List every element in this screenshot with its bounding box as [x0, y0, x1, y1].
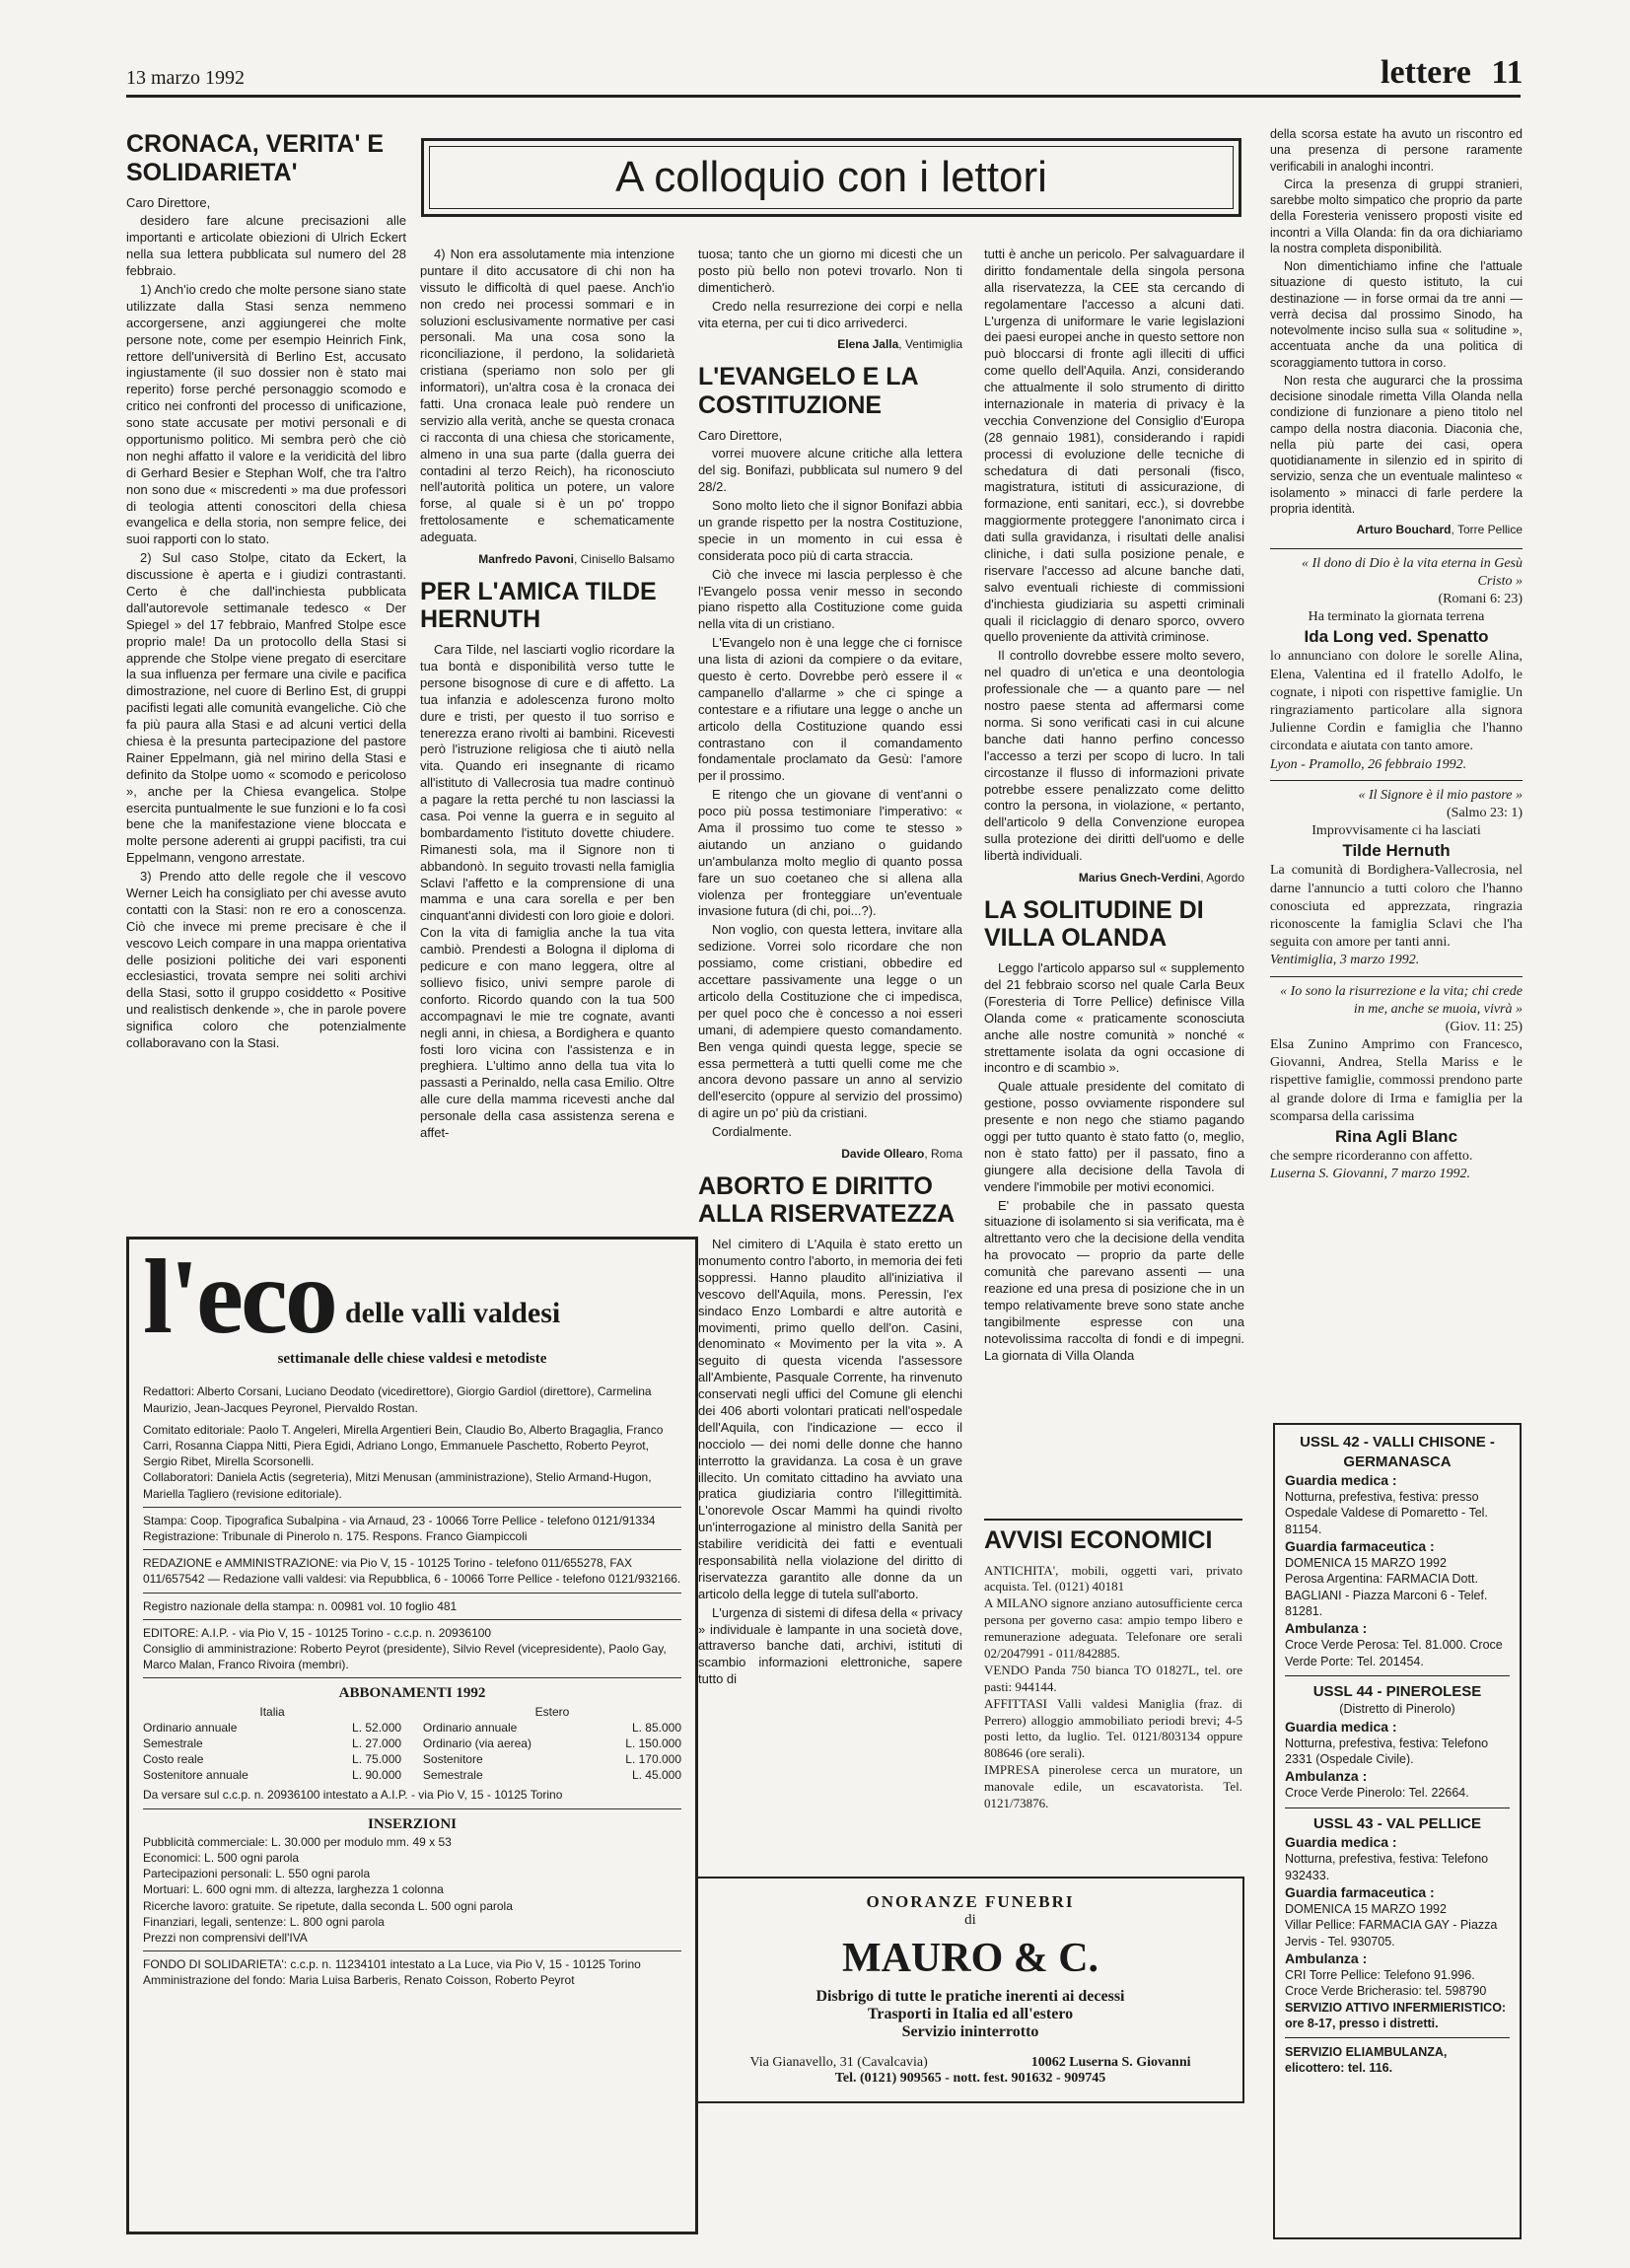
- signature-name: Elena Jalla: [837, 337, 899, 352]
- subscriptions-title: ABBONAMENTI 1992: [338, 1685, 486, 1702]
- classified-ad: AFFITTASI Valli valdesi Maniglia (fraz. di Perrero) alloggio ammobiliato periodi brevi; 4-5 posti letto, da luglio. Tel. 0121/803134 oppure 808646 (ore serali).: [984, 1695, 1242, 1761]
- price-label: Semestrale: [143, 1736, 203, 1750]
- ad-rate: Finanziari, legali, sentenze: L. 800 ogni parola: [143, 1914, 385, 1929]
- notice-name: Tilde Hernuth: [1342, 841, 1451, 861]
- paragraph: E ritengo che un giovane di vent'anni o poco più possa testimoniare l'imperativo: « Ama il prossimo tuo come te stesso » aiutando un anziano o guidando un'ambulanza molto meglio di quanto possa fare un suo coetaneo che si allena alla violenza per fronteggiare un'eventuale invasione futura (di chi, poi...?).: [698, 787, 962, 919]
- section-header: [1381, 54, 1523, 92]
- notice-ref: (Salmo 23: 1): [1447, 805, 1523, 820]
- signature-place: Torre Pellice: [1456, 523, 1523, 536]
- subscription-abroad: [423, 1704, 681, 1784]
- abroad-label: Estero: [534, 1704, 570, 1719]
- signature-name: Davide Ollearo: [841, 1146, 925, 1161]
- notice-body: La comunità di Bordighera-Vallecrosia, nel darne l'annuncio a tutti coloro che l'hanno conosciuta ed apprezzata, ringrazia riconoscente la famiglia Sclavi che l'ha seguita con amore per tanti anni.: [1270, 863, 1523, 951]
- price-row: [423, 1751, 681, 1767]
- ussl-text: SERVIZIO ELIAMBULANZA, elicottero: tel. 116.: [1285, 2045, 1448, 2076]
- ad-rate: Partecipazioni personali: L. 550 ogni parola: [143, 1867, 371, 1881]
- ussl-label: Guardia farmaceutica :: [1285, 1883, 1435, 1900]
- editore-info: [143, 1619, 681, 1678]
- ussl-title: USSL 43 - VAL PELLICE: [1312, 1814, 1482, 1832]
- paragraph: L'Evangelo non è una legge che ci fornisce una lista di azioni da compiere o da evitare, questo è certo. Dovrebbe però essere il « campanello d'allarme » che ci spinge a contestare e a rifiutare una legge o anche un articolo della Costituzione quando essi contrastano con il comandamento fondamentale proclamato da Gesù: l'amore per il prossimo.: [698, 635, 962, 784]
- ussl-text: Notturna, prefestiva, festiva: presso Ospedale Valdese di Pomaretto - Tel. 81154.: [1285, 1490, 1488, 1536]
- ussl-label: Guardia farmaceutica :: [1285, 1537, 1435, 1554]
- signature: Manfredo Pavoni, Cinisello Balsamo: [478, 552, 674, 567]
- ad-rate: Economici: L. 500 ogni parola: [143, 1851, 300, 1866]
- paragraph: Non voglio, con questa lettera, invitare alla sedizione. Vorrei solo ricordare che non possiamo, come cristiani, obbedire ed accettare passivamente una legge o un articolo della Costituzione che ci impedisca, per quel poco che è concesso a noi esseri umani, di adempiere questo comandamento. Ben venga quindi questa legge, specie se essa permetterà a tutti quelli come me che ancora devono passare un anno al servizio dell'esercito (oppure al servizio del prossimo) di agire un po' più da cristiani.: [698, 922, 962, 1121]
- separator: [1285, 2037, 1510, 2038]
- death-notice: [1270, 780, 1523, 976]
- notice-name: Rina Agli Blanc: [1334, 1127, 1458, 1147]
- signature-name: Marius Gnech-Verdini: [1078, 870, 1201, 885]
- paragraph: L'urgenza di sistemi di difesa della « privacy » individuale è lampante in una società dove, attraverso banche dati, archivi, istituti di scambio informazioni elettroniche, sapere tutto di: [698, 1604, 962, 1687]
- separator: [1285, 1807, 1510, 1808]
- price-row: [143, 1720, 401, 1736]
- classified-ad: IMPRESA pinerolese cerca un muratore, un manovale edile, un escavatorista. Tel. 0121/73876.: [984, 1762, 1242, 1810]
- paragraph: Sono molto lieto che il signor Bonifazi abbia un grande rispetto per la nostra Costituzione, specie in un momento in cui essa è considerata poco più di carta straccia.: [698, 498, 962, 563]
- funeral-city: 10062 Luserna S. Giovanni: [1030, 2055, 1191, 2070]
- ad-rate: Mortuari: L. 600 ogni mm. di altezza, larghezza 1 colonna: [143, 1882, 444, 1897]
- page-title-box: [421, 138, 1241, 217]
- registro-info: Registro nazionale della stampa: n. 00981 vol. 10 foglio 481: [143, 1593, 681, 1619]
- paragraph: Non resta che augurarci che la prossima decisione sinodale rimetta Villa Olanda nella condizione di funzionare a pieno titolo nel campo della nostra diaconia. Diaconia che, nella più parte dei casi, opera quotidianamente in silenzio ed in spirito di servizio, senza che un eventuale malinteso « isolamento » minacci di farle perdere la propria identità.: [1270, 373, 1523, 516]
- fund-admin: Amministrazione del fondo: Maria Luisa Barberis, Renato Coisson, Roberto Peyrot: [143, 1973, 575, 1988]
- signature: Marius Gnech-Verdini, Agordo: [1078, 870, 1244, 885]
- masthead-box: [126, 1237, 698, 2234]
- price-value: L. 170.000: [625, 1752, 681, 1767]
- ussl-text: Notturna, prefestiva, festiva: Telefono 2331 (Ospedale Civile).: [1285, 1736, 1489, 1766]
- page-number: 11: [1491, 54, 1524, 91]
- ussl-title: USSL 42 - VALLI CHISONE - GERMANASCA: [1300, 1434, 1495, 1470]
- health-services-box: [1273, 1423, 1522, 2239]
- price-row: [143, 1736, 401, 1751]
- notice-place: Lyon - Pramollo, 26 febbraio 1992.: [1270, 756, 1467, 772]
- article-heading: PER L'AMICA TILDE HERNUTH: [420, 577, 657, 634]
- payment-info: Da versare sul c.c.p. n. 20936100 intestato a A.I.P. - via Pio V, 15 - 10125 Torino: [143, 1788, 563, 1803]
- ussl-date: DOMENICA 15 MARZO 1992: [1285, 1902, 1447, 1917]
- logo-subtext: delle valli valdesi: [344, 1296, 561, 1329]
- separator: [1285, 1675, 1510, 1676]
- ussl-text: Croce Verde Perosa: Tel. 81.000. Croce Verde Porte: Tel. 201454.: [1285, 1638, 1503, 1668]
- notice-ref: (Romani 6: 23): [1438, 591, 1523, 606]
- signature-place: Cinisello Balsamo: [580, 552, 674, 567]
- signature-name: Manfredo Pavoni: [478, 552, 574, 567]
- ussl-label: Guardia medica :: [1285, 1834, 1397, 1851]
- ussl-label: Guardia medica :: [1285, 1718, 1397, 1735]
- subscription-table: [143, 1704, 681, 1784]
- paragraph: 3) Prendo atto delle regole che il vescovo Werner Leich ha consigliato per chi avesse avuto contatti con la Stasi: non re ero a conoscenza. Ciò che invece mi preme precisare è che il vescovo Leich compare in una mappa orientativa delle posizioni politiche dei vari esponenti ecclesiastici, trovata sempre nei soliti archivi della Stasi, sotto il gruppo cosiddetto « Positive und realistisch denkende », che in parole povere significa coloro che potenzialmente collaboravano con la Stasi.: [126, 869, 406, 1051]
- price-label: Sostenitore annuale: [143, 1768, 248, 1783]
- notice-intro: Ha terminato la giornata terrena: [1308, 609, 1485, 625]
- paragraph: Il controllo dovrebbe essere molto severo, nel quadro di un'etica e una deontologia professionale che — a quanto pare — nel nostro paese stenta ad affermarsi come norma. Si sono verificati casi in cui alcune banche dati hanno perfino concesso l'accesso a terzi per scopo di lucro. In tali circostanze il flusso di informazioni private potrebbe essere penalizzato come delitto contro la persona, in violazione, « pertanto, dell'articolo 9 della Convenzione europea sulla protezione dei diritti dell'uomo e delle libertà individuali.: [984, 648, 1244, 864]
- signature-place: Ventimiglia: [904, 337, 962, 352]
- ussl-label: Ambulanza :: [1285, 1768, 1368, 1785]
- ad-rate: Ricerche lavoro: gratuite. Se ripetute, dalla seconda L. 500 ogni parola: [143, 1898, 513, 1913]
- section-name: lettere: [1381, 54, 1471, 91]
- classified-ad: ANTICHITA', mobili, oggetti vari, privato acquista. Tel. (0121) 40181: [984, 1562, 1242, 1595]
- paragraph: E' probabile che in passato questa situazione di isolamento si sia verificata, ma è altrettanto vero che la decisione della vendita ha provocato — proprio da parte delle comunità che parevano assenti — una reazione ed una presa di posizione che in un tempo relativamente breve sono state anche tangibilmente espresse con una notevolissima raccolta di fondi e di impegni. La giornata di Villa Olanda: [984, 1197, 1244, 1363]
- print-info: [143, 1507, 681, 1549]
- price-value: L. 90.000: [352, 1768, 402, 1783]
- price-row: [143, 1767, 401, 1783]
- ussl-label: Ambulanza :: [1285, 1620, 1368, 1637]
- subscription-italy: [143, 1704, 401, 1784]
- ussl-subtitle: (Distretto di Pinerolo): [1339, 1702, 1455, 1717]
- death-notice: [1270, 976, 1523, 1190]
- notice-body: Elsa Zunino Amprimo con Francesco, Giovanni, Andrea, Stella Mariss e le rispettive famiglie, commossi prendono parte al grande dolore di Irma e famiglia per la scomparsa della carissima: [1270, 1037, 1523, 1124]
- paragraph: tuosa; tanto che un giorno mi dicesti che un posto più bello non potevi trovarlo. Non ti dimenticherò.: [698, 247, 962, 295]
- classified-ads-title: AVVISI ECONOMICI: [984, 1519, 1242, 1557]
- logo-text: l'eco: [143, 1239, 335, 1356]
- column-4: [984, 247, 1244, 1514]
- death-notice: [1270, 548, 1523, 780]
- notice-place: Ventimiglia, 3 marzo 1992.: [1270, 953, 1420, 968]
- registrazione: Registrazione: Tribunale di Pinerolo n. 175. Respons. Franco Giampiccoli: [143, 1528, 528, 1543]
- signature: Elena Jalla, Ventimiglia: [837, 337, 962, 352]
- funeral-name: MAURO & C.: [841, 1936, 1099, 1981]
- price-row: [423, 1736, 681, 1751]
- ussl-text: Notturna, prefestiva, festiva: Telefono 932433.: [1285, 1852, 1489, 1882]
- paragraph: Quale attuale presidente del comitato di gestione, posso ovviamente rispondere sul presente e non nego che stiamo pagando oggi per tutto quanto è stato fatto (o, meglio, non è stato fatto) per il passato, fino a giungere alla decisione della Tavola di vendere l'immobile per motivi economici.: [984, 1079, 1244, 1194]
- classified-ad: A MILANO signore anziano autosufficiente cerca persona per governo casa: ampio tempo libero e remunerazione adeguata. Telefonare ore serali 02/2047991 - 011/842885.: [984, 1595, 1242, 1661]
- notice-body: lo annunciano con dolore le sorelle Alina, Elena, Valentina ed il fratello Adolfo, le cognate, i nipoti con rispettive famiglie. Un ringraziamento particolare alla signora Julienne Cordin e famiglia che l'hanno circondata e aiutata con tanto amore.: [1270, 649, 1523, 754]
- italy-label: Italia: [259, 1704, 285, 1719]
- redazione-info: REDAZIONE e AMMINISTRAZIONE: via Pio V, 15 - 10125 Torino - telefono 011/655278, FAX 011/657542 — Redazione valli valdesi: via Repubblica, 6 - 10066 Torre Pellice - telefono 0121/932166.: [143, 1549, 681, 1592]
- price-label: Ordinario annuale: [143, 1720, 238, 1735]
- price-row: [423, 1767, 681, 1783]
- price-row: [143, 1751, 401, 1767]
- ussl-text: CRI Torre Pellice: Telefono 91.996. Croce Verde Bricherasio: tel. 598790: [1285, 1968, 1487, 1999]
- notice-intro: Improvvisamente ci ha lasciati: [1311, 823, 1481, 839]
- price-value: L. 150.000: [625, 1736, 681, 1750]
- notice-name: Ida Long ved. Spenatto: [1304, 627, 1489, 647]
- notice-quote: « Io sono la risurrezione e la vita; chi crede in me, anche se muoia, vivrà »: [1280, 983, 1523, 1017]
- paragraph: desidero fare alcune precisazioni alle importanti e articolate obiezioni di Ulrich Eckert nella sua lettera pubblicata sul numero del 28 febbraio.: [126, 213, 406, 279]
- paragraph: della scorsa estate ha avuto un riscontro ed una presenza di persone raramente verificabili in analoghi incontri.: [1270, 127, 1523, 174]
- masthead-logo: [143, 1239, 681, 1356]
- paragraph: Cordialmente.: [712, 1124, 792, 1140]
- subscriptions: [143, 1677, 681, 1807]
- consiglio: Consiglio di amministrazione: Roberto Peyrot (presidente), Silvio Revel (vicepresidente), Paolo Gay, Marco Malan, Franco Rivoira (membri).: [143, 1641, 667, 1672]
- editore: EDITORE: A.I.P. - via Pio V, 15 - 10125 Torino - c.c.p. n. 20936100: [143, 1625, 492, 1640]
- price-row: [423, 1720, 681, 1736]
- funeral-desc: Servizio ininterrotto: [901, 2023, 1039, 2040]
- comitato: Comitato editoriale: Paolo T. Angeleri, Mirella Argentieri Bein, Claudio Bo, Alberto Bragaglia, Franco Carri, Rosanna Ciappa Nitti, Piera Egidi, Adriano Longo, Emmanuele Paschetto, Roberto Peyrot, Sergio Ribet, Mirella Scorsonelli.: [143, 1422, 664, 1469]
- notice-quote: « Il Signore è il mio pastore »: [1358, 787, 1523, 803]
- notice-quote: « Il dono di Dio è la vita eterna in Gesù Cristo »: [1302, 555, 1523, 589]
- price-label: Semestrale: [422, 1768, 483, 1783]
- ussl-label: Ambulanza :: [1285, 1949, 1368, 1966]
- ad-rate: Pubblicità commerciale: L. 30.000 per modulo mm. 49 x 53: [143, 1834, 452, 1849]
- stampa: Stampa: Coop. Tipografica Subalpina - via Arnaud, 23 - 10066 Torre Pellice - telefono 0121/91334: [143, 1513, 656, 1527]
- notice-ref: (Giov. 11: 25): [1445, 1019, 1523, 1034]
- article-heading: ABORTO E DIRITTO ALLA RISERVATEZZA: [698, 1171, 956, 1229]
- paragraph: 4) Non era assolutamente mia intenzione puntare il dito accusatore di chi non ha vissuto le difficoltà di quel paese. Anch'io non credo nei processi sommari e in soluzioni esclusivamente normative per casi personali. Ma una cosa sono la riconciliazione, il perdono, la solidarietà cristiana (speriamo non solo per gli informatori), un'altra cosa è la cronaca dei fatti. Una cronaca leale può rendere un servizio alla verità, anche se questa cronaca ci racconta di una chiesa che storicamente, almeno in una sua parte (dalla guerra dei contadini al terzo Reich), ha riconosciuto nell'autorità politica un potere, un valore forse, al quale si è un po' troppo frettolosamente e schematicamente adeguata.: [420, 247, 674, 545]
- salutation: Caro Direttore,: [126, 194, 211, 210]
- salutation: Caro Direttore,: [698, 427, 783, 443]
- signature: Davide Ollearo, Roma: [841, 1146, 962, 1161]
- fund-info: FONDO DI SOLIDARIETA': c.c.p. n. 11234101 intestato a La Luce, via Pio V, 15 - 10125 Torino: [143, 1957, 641, 1972]
- funeral-line2: di: [964, 1912, 976, 1928]
- notice-tail: che sempre ricorderanno con affetto.: [1270, 1149, 1473, 1165]
- classified-ads: [984, 1519, 1242, 1844]
- price-label: Costo reale: [143, 1752, 204, 1767]
- paragraph: Circa la presenza di gruppi stranieri, sarebbe molto simpatico che proprio da parte della Foresteria venissero proposti visite ed incontri a Villa Olanda: fin da ora dichiariamo la nostra completa disponibilità.: [1270, 177, 1523, 255]
- funeral-desc: Disbrigo di tutte le pratiche inerenti ai decessi: [815, 1988, 1125, 2005]
- column-5: [1270, 126, 1523, 1408]
- price-label: Sostenitore: [422, 1752, 483, 1767]
- paragraph: Nel cimitero di L'Aquila è stato eretto un monumento contro l'aborto, in memoria dei feti soppressi. Hanno plaudito all'iniziativa il vescovo dell'Aquila, mons. Peressin, l'ex sindaco Enzo Lombardi e altre autorità e movimenti, primo quello dell'on. Casini, denominato « Movimento per la vita ». A seguito di questa vicenda l'assessore all'Ambiente, Pasquale Corrente, ha rinvenuto conservati negli uffici del Comune gli elenchi dei 406 aborti volontari praticati nell'ospedale dell'Aquila, con l'indicazione — ecco il nocciolo — dei nomi delle donne che hanno interrotto la gravidanza. La cosa è un grave illecito. Un comitato cittadino ha avviato una pratica giudiziaria contro l'illegittimità. L'onorevole Oscar Mammì ha quindi rivolto un'interrogazione al ministro della Sanità per stabilire veridicità dei fatti e eventuali responsabilità nella violazione del diritto di riservatezza garantito alle donne da un articolo della legge di tutela sull'aborto.: [698, 1237, 962, 1601]
- signature: Arturo Bouchard, Torre Pellice: [1356, 523, 1523, 536]
- page-title: A colloquio con i lettori: [615, 153, 1047, 201]
- ad-rate: Prezzi non comprensivi dell'IVA: [143, 1931, 308, 1945]
- issue-date: 13 marzo 1992: [126, 67, 245, 89]
- collaboratori: Collaboratori: Daniela Actis (segreteria), Mitzi Menusan (amministrazione), Stelio Armand-Hugon, Mariella Tagliero (revisione editoriale).: [143, 1470, 652, 1501]
- funeral-ad: [696, 1877, 1244, 2103]
- ussl-text: Perosa Argentina: FARMACIA Dott. BAGLIANI - Piazza Marconi 6 - Telef. 81281.: [1285, 1572, 1488, 1618]
- paragraph: Leggo l'articolo apparso sul « supplemento del 21 febbraio scorso nel quale Carla Beux (Foresteria di Torre Pellice) definisce Villa Olanda come « praticamente sconosciuta anche alle nostre comunità » nonché « strettamente isolata da ogni occasione di incontro e di scambio ».: [984, 960, 1244, 1076]
- article-heading: CRONACA, VERITA' E SOLIDARIETA': [126, 130, 385, 186]
- header-rule: [126, 95, 1521, 98]
- funeral-address: Via Gianavello, 31 (Cavalcavia): [749, 2055, 928, 2070]
- column-2: [420, 247, 674, 1218]
- paragraph: Non dimentichiamo infine che l'attuale situazione di questo istituto, la cui destinazione — in forse ormai da tre anni — verrà decisa dal prossimo Sinodo, ha notevolmente inciso sulla sua « solitudine », accentuata anche da una politica di scoraggiamento tuttora in corso.: [1270, 259, 1523, 370]
- price-value: L. 85.000: [631, 1720, 681, 1735]
- price-value: L. 27.000: [352, 1736, 402, 1750]
- price-value: L. 45.000: [631, 1768, 681, 1783]
- price-label: Ordinario annuale: [422, 1720, 518, 1735]
- ussl-title: USSL 44 - PINEROLESE: [1312, 1682, 1482, 1700]
- masthead-subtitle: settimanale delle chiese valdesi e metodiste: [277, 1351, 547, 1368]
- paragraph: vorrei muovere alcune critiche alla lettera del sig. Bonifazi, pubblicata sul numero 9 del 28/2.: [698, 446, 962, 495]
- paragraph: Ciò che invece mi lascia perplesso è che l'Evangelo possa venir messo in secondo piano rispetto alla Costituzione come guida nella vita di un cristiano.: [698, 566, 962, 632]
- ad-rates: [143, 1808, 681, 1951]
- classified-ad: VENDO Panda 750 bianca TO 01827L, tel. ore pasti: 944144.: [984, 1662, 1242, 1694]
- funeral-address-row: [698, 2055, 1242, 2071]
- funeral-phone: Tel. (0121) 909565 - nott. fest. 901632 - 909745: [834, 2071, 1106, 2086]
- ussl-date: DOMENICA 15 MARZO 1992: [1285, 1556, 1447, 1571]
- price-value: L. 52.000: [352, 1720, 402, 1735]
- column-3: [698, 247, 962, 1864]
- ad-rates-title: INSERZIONI: [367, 1815, 458, 1832]
- staff-info: [143, 1379, 681, 1506]
- signature-name: Arturo Bouchard: [1356, 523, 1452, 536]
- solidarity-fund: [143, 1950, 681, 1993]
- article-heading: LA SOLITUDINE DI VILLA OLANDA: [984, 895, 1204, 953]
- ussl-label: Guardia medica :: [1285, 1472, 1397, 1488]
- signature-place: Roma: [930, 1146, 962, 1161]
- paragraph: Credo nella resurrezione dei corpi e nella vita eterna, per cui ti dico arrivederci.: [698, 298, 962, 330]
- notice-place: Luserna S. Giovanni, 7 marzo 1992.: [1270, 1167, 1471, 1182]
- ussl-text: Croce Verde Pinerolo: Tel. 22664.: [1285, 1786, 1469, 1801]
- paragraph: 2) Sul caso Stolpe, citato da Eckert, la discussione è aperta e i giudizi contrastanti. Certo è che dall'inchiesta pubblicata dall'autorevole settimanale tedesco « Der Spiegel » del 17 febbraio, Manfred Stolpe esce proprio male! Da un protocollo della Stasi si apprende che Stolpe viene pregato di esercitare la sua influenza per fermare una civile e pacifica dimostrazione, nel cuore di Berlino Est, di gruppi pacifisti legati alle comunità evangeliche. Ciò che fa più paura alla Stasi e ad alcuni vertici della chiesa è la presunta partecipazione del pastore Rainer Eppelmann, già nel mirino della Stasi e definito da Stolpe uomo « scomodo e pericoloso », anche per la Chiesa evangelica. Stolpe esercita puntualmente le sue funzioni e lo fa così bene che la manifestazione viene bloccata e molte persone aderenti ai gruppi pacifisti, tra cui Eppelmann, vengono arrestate.: [126, 550, 406, 866]
- price-label: Ordinario (via aerea): [422, 1736, 532, 1750]
- paragraph: 1) Anch'io credo che molte persone siano state utilizzate dalla Stasi senza nemmeno accorgersene, anzi aggiungerei che molte persone note, come per esempio Heinrich Fink, rettore dell'università di Berlino Est, accusato ingiustamente (il suo dossier non è stato mai reperito) forse perché personaggio scomodo e critico nei confronti del processo di unificazione, sono state accusate per motivi personali e di opportunismo politico. Mi sembra però che ciò non neghi affatto il valore e la veridicità del libro di Gerhard Besier e Stephan Wolf, che tra l'altro non sono due « miscredenti » ma due professori di teologia attenti conoscitori della chiesa evangelica e della storia, non sempre felice, dei suoi rapporti con lo stato.: [126, 281, 406, 547]
- paragraph: Cara Tilde, nel lasciarti voglio ricordare la tua bontà e disponibilità verso tutte le persone bisognose di cure e di affetto. La tua infanzia e adolescenza furono molto dure e tristi, per questo il tuo sorriso e tenerezza erano rivolti ai bambini. Ricevesti però l'istruzione religiosa che ti aiutò nella vita. Quando eri insegnante di ricamo all'istituto di Vallecrosia tua madre continuò a pagare la retta perché tu non lasciassi la casa. Poi venne la guerra e in seguito al bombardamento l'istituto dovette chiudere. Rimanesti sola, ma il Signore non ti abbandonò. In seguito trovasti nella famiglia Sclavi l'affetto e la comprensione di una mamma e una cara sorella e per ben cinquant'anni dividesti con loro gioie e dolori. Con la vita di famiglia anche la tua vita cambiò. Prendesti a Bologna il diploma di pedicure e con mano leggera, oltre al sollievo fisico, univi sempre parole di conforto. Ricordo quando con la tua 500 accompagnavi le mie tre cognate, avanti negli anni, in chiesa, a Bordighera e quanto fosti loro vicina con l'assistenza e in preghiera. L'ultimo anno della tua vita lo passasti a Perinaldo, nella casa Emilio. Oltre alle cure della mamma ricevesti anche dal personale della casa assistenza serena e affet-: [420, 642, 674, 1140]
- paragraph: tutti è anche un pericolo. Per salvaguardare il diritto fondamentale della singola persona alla riservatezza, la CEE sta cercando di regolamentare l'accesso a alcuni dati. L'urgenza di uniformare le varie legislazioni dei paesi europei anche in questo settore non può bloccarsi di fronte agli illeciti di uffici come quello dell'Aquila. Anzi, considerando che attualmente il solo strumento di diritto internazionale in materia di privacy è la vecchia Convenzione del Consiglio d'Europa (28 gennaio 1981), considerando i rapidi processi di evoluzione delle tecniche di schedatura di dati personali (fisco, magistratura, istituti di assicurazione, di formazione, enti sanitari, ecc.), si dovrebbe maggiormente proteggere l'anonimato circa i dati sulla gravidanza, i risultati delle analisi cliniche, i dati sulla posizione penale, e riservare l'accesso ad alcune banche dati, salvo eventuali richieste di commissioni d'inchiesta giudiziaria su aspetti criminali quali il riciclaggio di denaro sporco, ovvero quello proveniente da attività criminose.: [984, 247, 1244, 645]
- redattori: Redattori: Alberto Corsani, Luciano Deodato (vicedirettore), Giorgio Gardiol (direttore), Carmelina Maurizio, Jean-Jacques Peyronel, Piervaldo Rostan.: [143, 1384, 652, 1415]
- price-value: L. 75.000: [352, 1752, 402, 1767]
- article-heading: L'EVANGELO E LA COSTITUZIONE: [698, 363, 918, 419]
- ussl-text: Villar Pellice: FARMACIA GAY - Piazza Jervis - Tel. 930705.: [1285, 1918, 1498, 1949]
- signature-place: Agordo: [1206, 870, 1244, 885]
- column-1: [126, 126, 406, 1221]
- funeral-desc: Trasporti in Italia ed all'estero: [867, 2006, 1074, 2022]
- ussl-text: SERVIZIO ATTIVO INFERMIERISTICO: ore 8-17, presso i distretti.: [1285, 2000, 1507, 2030]
- funeral-line1: ONORANZE FUNEBRI: [866, 1892, 1075, 1911]
